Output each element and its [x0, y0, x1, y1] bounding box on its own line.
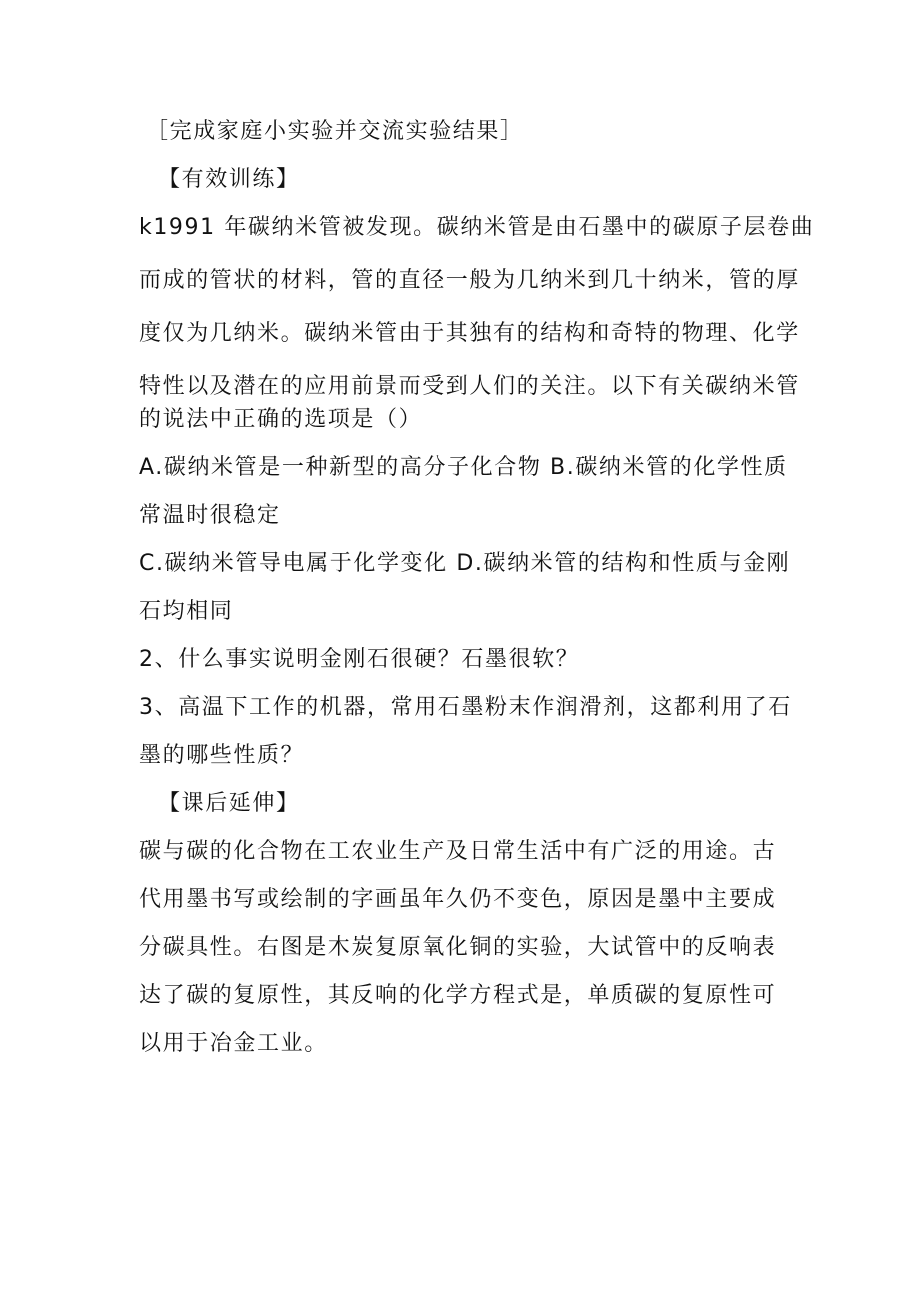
task-heading: ［完成家庭小实验并交流实验结果］ [146, 119, 524, 144]
extension-heading: 【课后延伸】 [158, 791, 300, 816]
q1-line: 的说法中正确的选项是（） [139, 407, 423, 432]
extension-line: 碳与碳的化合物在工农业生产及日常生活中有广泛的用途。古 [139, 839, 777, 864]
question-2: 2、什么事实说明金刚石很硬？石墨很软？ [139, 647, 580, 672]
q3-line: 墨的哪些性质？ [139, 743, 305, 768]
q1-option-line: 常温时很稳定 [139, 503, 281, 528]
q3-line: 3、高温下工作的机器，常用石墨粉末作润滑剂，这都利用了石 [139, 695, 792, 720]
extension-line: 分碳具性。右图是木炭复原氧化铜的实验，大试管中的反响表 [139, 935, 777, 960]
q1-line: 而成的管状的材料，管的直径一般为几纳米到几十纳米，管的厚 [139, 268, 800, 293]
q1-line: k1991 年碳纳米管被发现。碳纳米管是由石墨中的碳原子层卷曲 [139, 215, 815, 240]
extension-line: 达了碳的复原性，其反响的化学方程式是，单质碳的复原性可 [139, 983, 777, 1008]
extension-line: 代用墨书写或绘制的字画虽年久仍不变色，原因是墨中主要成 [139, 887, 777, 912]
q1-line: 特性以及潜在的应用前景而受到人们的关注。以下有关碳纳米管 [139, 374, 800, 399]
q1-option-line: A.碳纳米管是一种新型的高分子化合物 B.碳纳米管的化学性质 [139, 455, 788, 480]
extension-line: 以用于冶金工业。 [139, 1031, 328, 1056]
q1-line: 度仅为几纳米。碳纳米管由于其独有的结构和奇特的物理、化学 [139, 321, 800, 346]
practice-heading: 【有效训练】 [158, 167, 300, 192]
q1-option-line: C.碳纳米管导电属于化学变化 D.碳纳米管的结构和性质与金刚 [139, 551, 791, 576]
q1-option-line: 石均相同 [139, 599, 234, 624]
